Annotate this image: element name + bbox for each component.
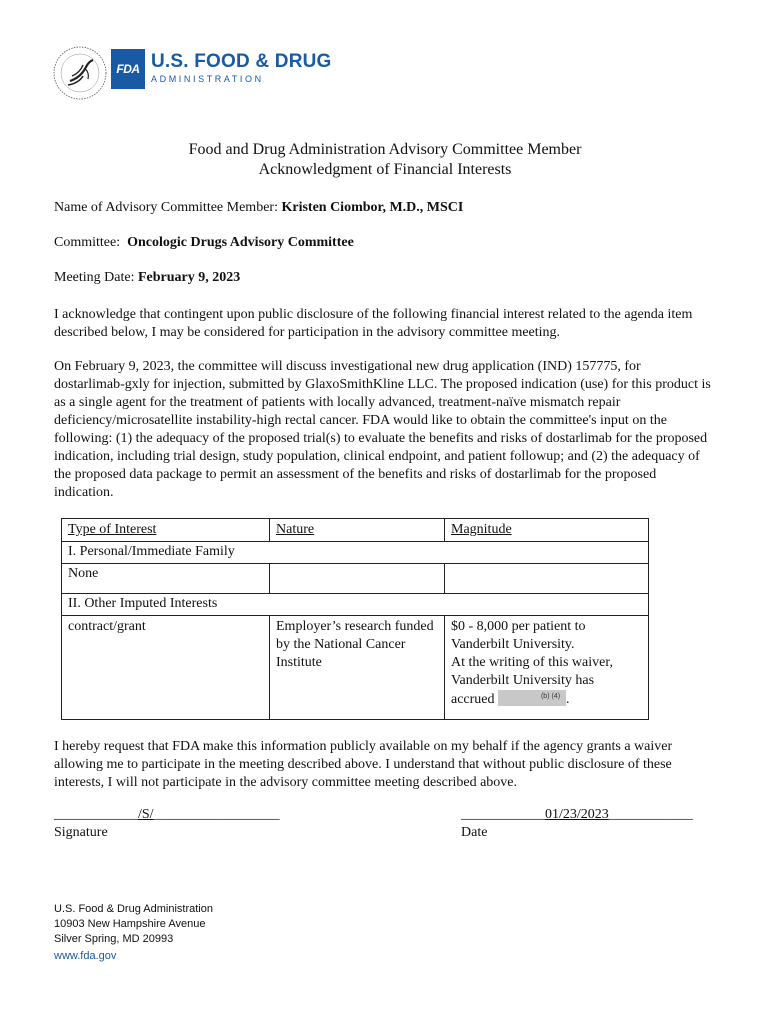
date-value: 01/23/2023: [545, 807, 609, 822]
header-nature: Nature: [276, 522, 315, 537]
imputed-row-magnitude: [451, 618, 646, 709]
signature-prefix: ____________: [54, 807, 138, 822]
magnitude-line: At the writing of this waiver,: [451, 655, 613, 670]
signature-suffix: __________________: [153, 807, 280, 822]
signature-line: [54, 807, 280, 823]
imputed-row-type: contract/grant: [68, 619, 146, 634]
member-label: Name of Advisory Committee Member:: [54, 200, 282, 215]
meeting-date-field: [54, 270, 240, 286]
redaction-box: [498, 690, 566, 706]
agenda-paragraph: On February 9, 2023, the committee will discuss investigational new drug application (IND) 157775, for dostarlimab-gxly for injection, submitted by GlaxoSmithKline LLC. The proposed indication (use) for this product is as a single agent for the treatment of patients with locally advanced, treatment-naïve mismatch repair deficiency/microsatellite instability-high rectal cancer. FDA would like to obtain the committee's input on the following: (1) the adequacy of the proposed trial(s) to evaluate the benefits and risks of dostarlimab for the proposed indication, including trial design, study population, clinical endpoint, and patient followup; and (2) the adequacy of the proposed data package to permit an assessment of the benefits and risks of dostarlimab for the proposed indication.: [54, 359, 711, 500]
document-title-line1: Food and Drug Administration Advisory Committee Member: [188, 141, 582, 158]
footer-address: [54, 902, 213, 964]
committee-value: Oncologic Drugs Advisory Committee: [127, 235, 354, 250]
footer-city: Silver Spring, MD 20993: [54, 933, 174, 945]
member-value: Kristen Ciombor, M.D., MSCI: [281, 200, 464, 215]
date-label: Date: [461, 825, 488, 840]
member-field: [54, 200, 463, 216]
hhs-seal-logo: [52, 45, 108, 101]
document-title-line2: Acknowledgment of Financial Interests: [258, 161, 512, 178]
footer-agency: U.S. Food & Drug Administration: [54, 903, 213, 915]
imputed-row-nature: Employer’s research funded by the National Cancer Institute: [276, 619, 434, 670]
committee-field: [54, 235, 354, 251]
date-line: [461, 807, 693, 823]
meeting-label: Meeting Date:: [54, 270, 138, 285]
committee-label: Committee:: [54, 235, 128, 250]
magnitude-line: Vanderbilt University has: [451, 673, 595, 688]
date-prefix: ____________: [461, 807, 545, 822]
magnitude-end: .: [566, 692, 570, 707]
header-type-of-interest: Type of Interest: [68, 522, 157, 537]
meeting-value: February 9, 2023: [137, 270, 241, 285]
magnitude-line: Vanderbilt University.: [451, 637, 575, 652]
fda-badge: FDA: [111, 49, 145, 89]
acknowledgment-paragraph: I acknowledge that contingent upon public disclosure of the following financial interest related to the agenda item described below, I may be considered for participation in the advisory committee meeting.: [54, 307, 693, 340]
magnitude-line: $0 - 8,000 per patient to: [451, 619, 586, 634]
header-magnitude: Magnitude: [451, 522, 512, 537]
footer-website-link[interactable]: www.fda.gov: [54, 950, 117, 962]
section-imputed-interests: II. Other Imputed Interests: [68, 596, 218, 611]
personal-row-value: None: [68, 566, 99, 581]
magnitude-line: [451, 690, 646, 709]
magnitude-accrued: accrued: [451, 692, 495, 707]
section-personal-family: I. Personal/Immediate Family: [68, 544, 235, 559]
request-paragraph: I hereby request that FDA make this information publicly available on my behalf if the agency grants a waiver allowing me to participate in the meeting described above. I understand that without public disclosure of these interests, I will not participate in the advisory committee meeting described above.: [54, 739, 673, 790]
agency-name: U.S. FOOD & DRUG: [151, 51, 332, 72]
signature-value: /S/: [138, 807, 154, 822]
redaction-label: (b) (4): [540, 693, 561, 700]
signature-label: Signature: [54, 825, 108, 840]
date-suffix: ____________: [608, 807, 693, 822]
financial-interest-table: [61, 518, 649, 720]
agency-subname: ADMINISTRATION: [151, 74, 264, 84]
footer-street: 10903 New Hampshire Avenue: [54, 918, 206, 930]
